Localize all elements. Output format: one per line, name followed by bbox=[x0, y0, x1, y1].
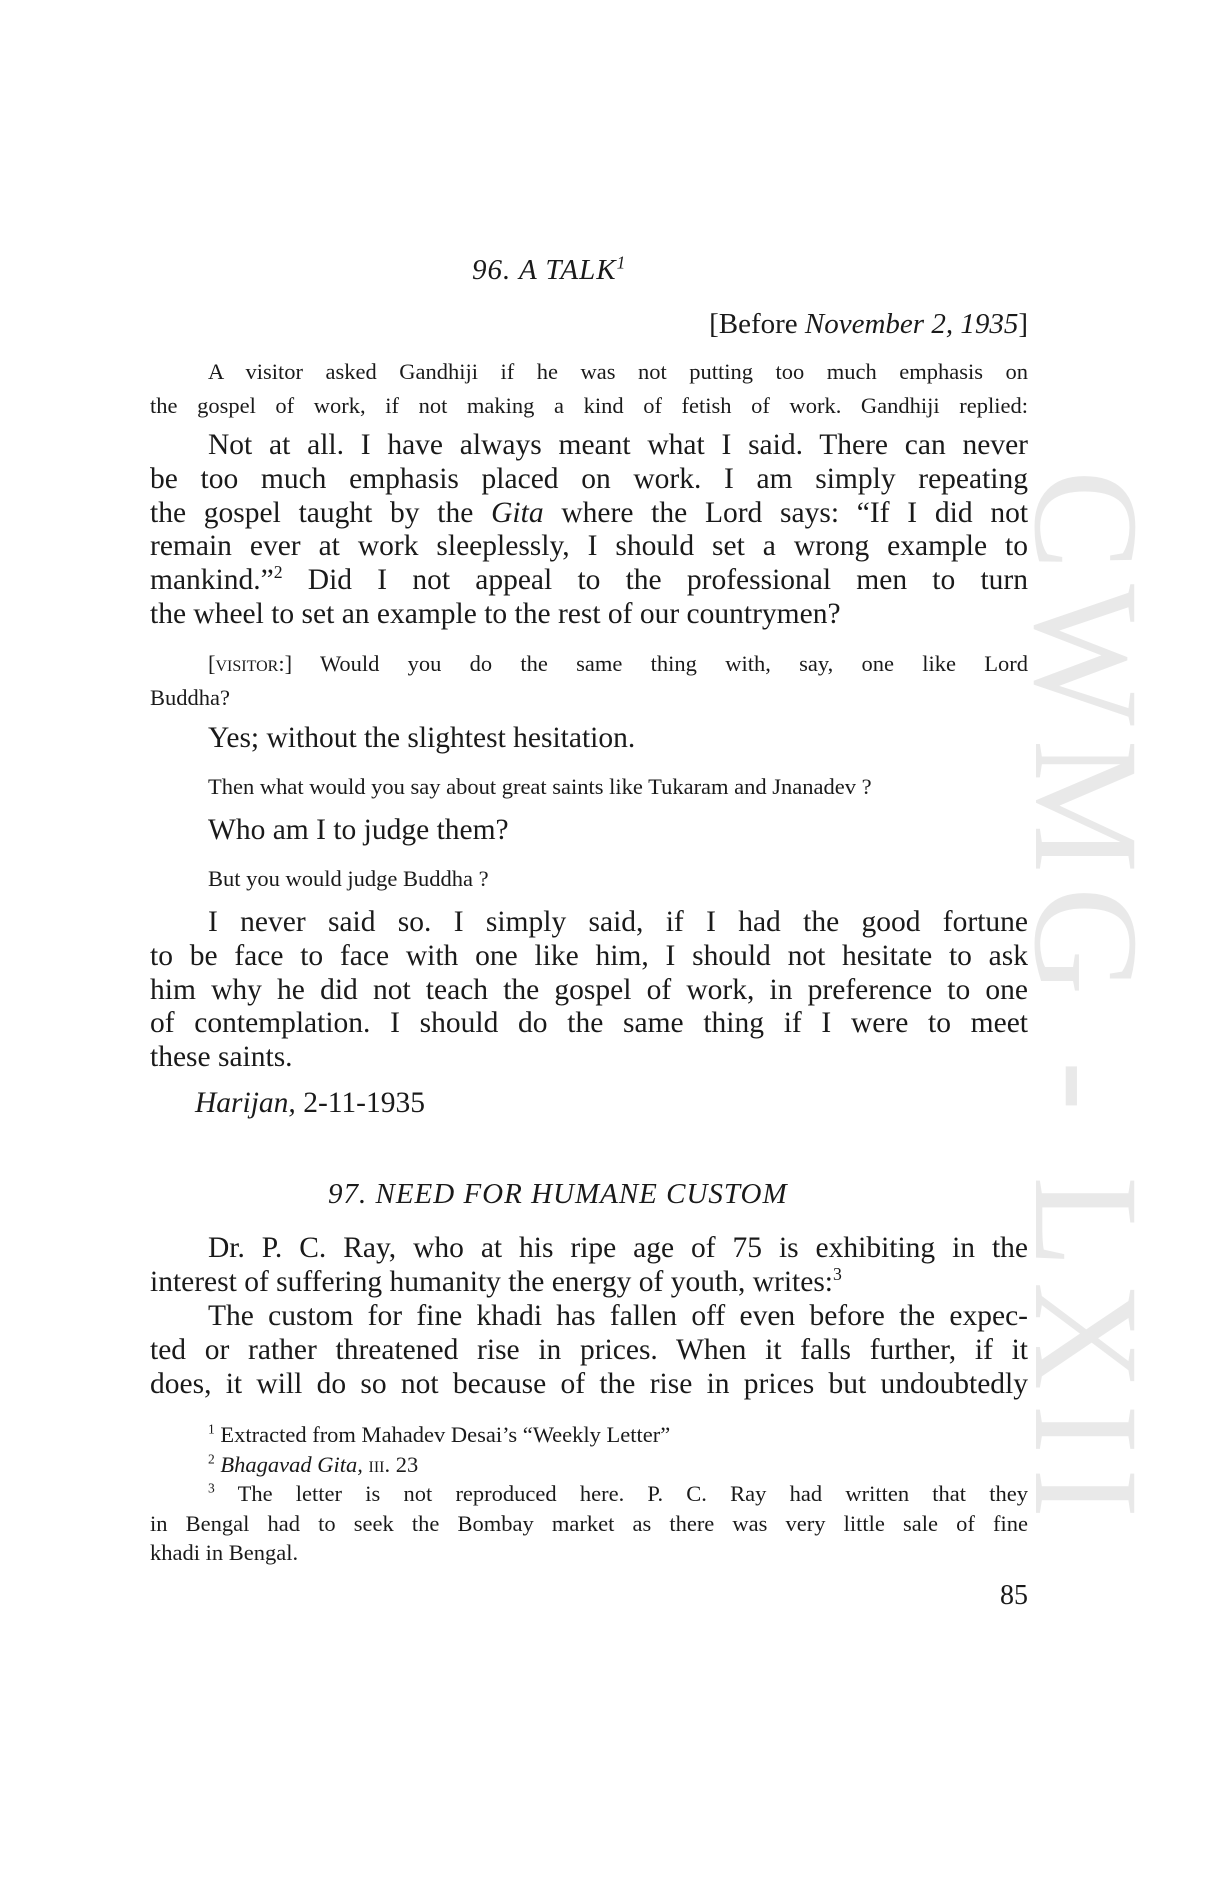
footnote-1: $^1$ Extracted from Mahadev Desai’s “Weekly Letter” bbox=[208, 1421, 671, 1447]
answer-1: Yes; without the slightest hesitation. bbox=[208, 722, 636, 754]
ray-intro-paragraph: Dr. P. C. Ray, who at his ripe age of 75 is exhibiting in the interest of suffering humanity the energy of youth, writes:$^3$ bbox=[150, 1232, 1028, 1298]
section-heading-97: 97. NEED FOR HUMANE CUSTOM bbox=[328, 1178, 788, 1210]
visitor-question-2: Then what would you say about great saints like Tukaram and Jnanadev ? bbox=[208, 774, 872, 799]
footnote-ref-3: 3 bbox=[833, 1263, 842, 1284]
footnote-3: $^3$ The letter is not reproduced here. P. C. Ray had written that they in Bengal had to seek the Bombay market as there was very little sale of fine khadi in Bengal. bbox=[150, 1480, 1028, 1565]
answer-3: I never said so. I simply said, if I had the good fortune to be face to face with one like him, I should not hesitate to ask him why he did not teach the gospel of work, in preference to one of contemplation. I should do the same thing if I were to meet these saints. bbox=[150, 906, 1028, 1074]
watermark: CWMG - LXII bbox=[1003, 470, 1169, 1533]
source-citation: Harijan, 2-11-1935 bbox=[195, 1087, 425, 1119]
dateline: [Before November 2, 1935] bbox=[709, 308, 1028, 340]
page-number: 85 bbox=[1000, 1580, 1028, 1611]
speaker-label: [visitor:] bbox=[208, 651, 293, 676]
answer-2: Who am I to judge them? bbox=[208, 814, 509, 846]
visitor-question-1: [visitor:] Would you do the same thing with, say, one like Lord Buddha? bbox=[150, 651, 1029, 710]
text-block bbox=[150, 0, 1028, 1890]
footnote-ref-2: 2 bbox=[273, 562, 283, 583]
reply-paragraph: Not at all. I have always meant what I said. There can never be too much emphasis placed on work. I am simply repeating the gospel taught by the Gita where the Lord says: “If I did not remain ever at work sleeplessly, I should set a wrong example to mankind.”$^2$ Did I not appeal to the professional men to turn the wheel to set an example to the rest of our countrymen? bbox=[150, 429, 1029, 630]
intro-paragraph: A visitor asked Gandhiji if he was not putting too much emphasis on the gospel of work, if not making a kind of fetish of work. Gandhiji replied: bbox=[150, 359, 1028, 418]
footnote-2: $^2$ Bhagavad Gita, iii. 23 bbox=[208, 1451, 419, 1477]
section-heading-96: 96. A TALK$^1$ bbox=[472, 252, 627, 286]
visitor-question-3: But you would judge Buddha ? bbox=[208, 866, 489, 891]
footnote-ref-1: 1 bbox=[616, 252, 627, 273]
ray-letter-paragraph: The custom for fine khadi has fallen off even before the expec- ted or rather threatened rise in prices. When it falls further, if it does, it will do so not because of the rise in prices but undoubtedly bbox=[150, 1300, 1028, 1400]
